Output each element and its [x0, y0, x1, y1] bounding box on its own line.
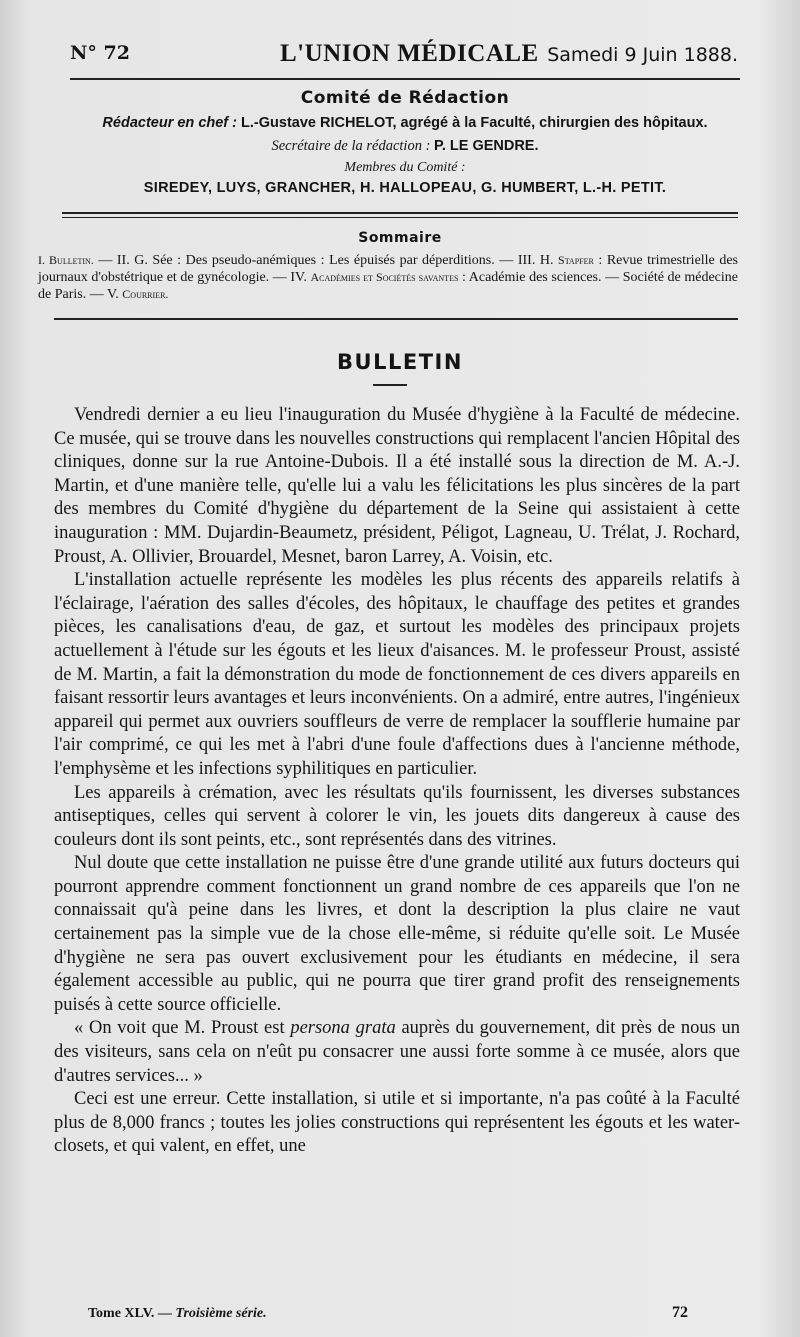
summary-title: Sommaire — [358, 230, 442, 246]
summary-item-courrier: Courrier. — [122, 287, 169, 301]
editor-in-chief-label: Rédacteur en chef : — [102, 115, 237, 131]
body-paragraph: Nul doute que cette installation ne puisse être d'une grande utilité aux futurs docteurs qui pourront apprendre comment fonctionnent un grand nombre de ces appareils que l'on ne connaissait qu'à peine dans les livres, et dont la description la plus claire ne vaut certainement pas la simple vue de la chose elle-même, si réduite qu'elle soit. Le Musée d'hygiène ne sera pas ouvert exclusivement pour les étudiants en médecine, il sera également accessible au public, qui ne pourra que tirer grand profit des renseignements puisés à cette source officielle. — [54, 853, 740, 1015]
summary-rule — [54, 318, 738, 320]
committee-members-label: Membres du Comité : — [344, 160, 466, 175]
header-rule — [70, 78, 740, 80]
editorial-committee — [70, 88, 740, 196]
body-paragraph: Ceci est une erreur. Cette installation, si utile et si importante, n'a pas coûté à la Faculté plus de 8,000 francs ; toutes les jolies constructions qui représentent les égouts et les water-closets, et qui valent, en effet, une — [54, 1089, 740, 1157]
footer-volume — [88, 1306, 267, 1322]
quote-italic: persona grata — [290, 1018, 396, 1039]
body-paragraph: Les appareils à crémation, avec les résultats qu'ils fournissent, les diverses substances antiseptiques, celles qui servent à colorer le vin, les jouets dits dangereux à cause des couleurs dont ils sont peints, etc., sont représentés dans des vitrines. — [54, 782, 740, 850]
committee-members-list: SIREDEY, LUYS, GRANCHER, H. HALLOPEAU, G. HUMBERT, L.-H. PETIT. — [143, 180, 667, 196]
quote-before: « On voit que M. Proust est — [74, 1018, 291, 1039]
summary-item-bulletin: I. Bulletin. — [38, 253, 94, 267]
issue-number: N° 72 — [70, 42, 130, 64]
page-number: 72 — [672, 1304, 688, 1321]
editor-in-chief-value: L.-Gustave RICHELOT, agrégé à la Faculté, chirurgien des hôpitaux. — [241, 115, 708, 131]
bulletin-heading-rule — [373, 384, 407, 386]
bulletin-body — [54, 404, 740, 1159]
summary-item-revue: : Revue trimestrielle des journaux d'obstétrique et de gynécologie. — IV. — [38, 253, 738, 285]
editor-in-chief-line — [70, 115, 740, 131]
footer-serie: Troisième série. — [175, 1306, 267, 1321]
running-head — [70, 40, 738, 76]
committee-title: Comité de Rédaction — [300, 88, 510, 108]
footer-tome: Tome XLV. — — [88, 1306, 176, 1321]
secretary-label: Secrétaire de la rédaction : — [271, 138, 431, 154]
summary-item-societes: : Académie des sciences. — Société de médecine de Paris. — V. — [38, 270, 738, 302]
summary-item-academies: Académies et Sociétés savantes — [310, 270, 459, 284]
summary-text — [38, 252, 738, 303]
summary-item-stapfer: Stapfer — [558, 253, 594, 267]
quote-after: auprès du gouvernement, dit près de nous un des visiteurs, sans cela on n'eût pu consacrer une aussi forte somme à ce musée, alors que d'autres services... » — [54, 1018, 740, 1086]
journal-title: L'UNION MÉDICALE — [280, 40, 539, 67]
secretary-value: P. LE GENDRE. — [434, 138, 539, 154]
body-paragraph-quote — [54, 1017, 740, 1088]
issue-date: Samedi 9 Juin 1888. — [547, 44, 738, 66]
summary-item-see: — II. G. Sée : Des pseudo-anémiques : Les épuisés par déperditions. — III. H. — [93, 253, 559, 268]
body-paragraph: Vendredi dernier a eu lieu l'inauguration du Musée d'hygiène à la Faculté de médecine. Ce musée, qui se trouve dans les nouvelles constructions qui remplacent l'ancien Hôpital des cliniques, donne sur la rue Antoine-Dubois. Il a été installé sous la direction de M. A.-J. Martin, et d'une manière telle, qu'elle lui a valu les félicitations les plus sincères de la part des membres du Comité d'hygiène du département de la Seine qui assistaient à cette inauguration : MM. Dujardin-Beaumetz, président, Péligot, Lagneau, U. Trélat, J. Rochard, Proust, A. Ollivier, Brouardel, Mesnet, baron Larrey, A. Voisin, etc. — [54, 405, 740, 567]
body-paragraph: L'installation actuelle représente les modèles les plus récents des appareils relatifs à l'éclairage, l'aération des salles d'écoles, des hôpitaux, le chauffage des petites et grandes pièces, les canalisations d'eau, de gaz, et surtout les modèles des principaux projets actuellement à l'étude sur les égouts et les lieux d'aisances. M. le professeur Proust, assisté de M. Martin, a fait la démonstration du mode de fonctionnement de ces divers appareils en faisant ressortir leurs avantages et leurs inconvénients. On a admiré, entre autres, l'ingénieux appareil qui permet aux ouvriers souffleurs de verre de remplacer la soufflerie humaine par l'air comprimé, ce qui les met à l'abri d'une foule d'affections dues à l'ancienne méthode, l'emphysème et les infections syphilitiques en particulier. — [54, 570, 740, 779]
masthead-double-rule — [62, 212, 738, 218]
bulletin-heading: BULLETIN — [337, 350, 463, 374]
secretary-line — [70, 138, 740, 155]
